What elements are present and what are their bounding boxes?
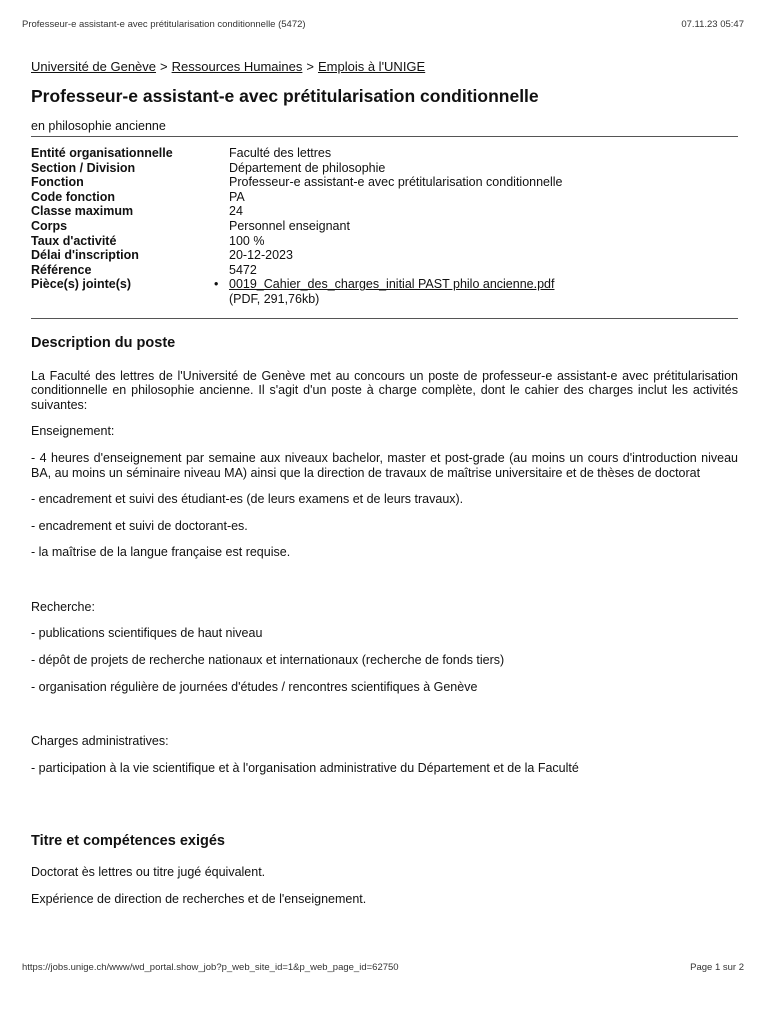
print-header-title: Professeur-e assistant-e avec prétitularisation conditionnelle (5472) xyxy=(22,19,306,30)
teaching-item: - encadrement et suivi de doctorant-es. xyxy=(31,518,248,533)
print-header xyxy=(22,19,744,30)
research-item: - organisation régulière de journées d'études / rencontres scientifiques à Genève xyxy=(31,679,478,694)
attachment-link[interactable]: 0019_Cahier_des_charges_initial PAST philo ancienne.pdf xyxy=(229,277,555,292)
page-title: Professeur-e assistant-e avec prétitularisation conditionnelle xyxy=(31,86,539,106)
detail-row xyxy=(31,190,563,205)
teaching-heading: Enseignement: xyxy=(31,424,115,439)
section-heading-qualifications: Titre et compétences exigés xyxy=(31,833,225,850)
admin-heading: Charges administratives: xyxy=(31,734,169,749)
teaching-item: - la maîtrise de la langue française est requise. xyxy=(31,545,291,560)
print-header-datetime: 07.11.23 05:47 xyxy=(681,19,744,30)
qualification-item: Doctorat ès lettres ou titre jugé équivalent. xyxy=(31,865,266,880)
detail-label: Section / Division xyxy=(31,160,136,175)
research-item: - dépôt de projets de recherche nationaux et internationaux (recherche de fonds tiers) xyxy=(31,653,505,668)
breadcrumb-link-emplois[interactable]: Emplois à l'UNIGE xyxy=(317,59,426,74)
research-item: - publications scientifiques de haut niveau xyxy=(31,626,263,641)
detail-label: Corps xyxy=(31,218,68,233)
teaching-item: - 4 heures d'enseignement par semaine aux niveaux bachelor, master et post-grade (au moins un cours d'introduction niveau BA, au moins un séminaire niveau MA) ainsi que la direction de travaux de maîtrise universitaire et de thèses de doctorat xyxy=(31,450,738,480)
teaching-item: - encadrement et suivi des étudiant-es (de leurs examens et de leurs travaux). xyxy=(31,492,464,507)
page-subtitle: en philosophie ancienne xyxy=(31,119,166,133)
detail-row xyxy=(31,248,563,263)
detail-row xyxy=(31,161,563,176)
detail-row xyxy=(31,204,563,219)
breadcrumb-separator: > xyxy=(306,59,314,74)
job-details-table xyxy=(31,146,563,307)
detail-label: Entité organisationnelle xyxy=(31,146,173,160)
detail-value: 20-12-2023 xyxy=(229,248,293,263)
detail-value: 24 xyxy=(229,204,243,219)
detail-label: Code fonction xyxy=(31,189,116,204)
detail-row xyxy=(31,175,563,190)
detail-label: Fonction xyxy=(31,175,84,190)
breadcrumb-link-rh[interactable]: Ressources Humaines xyxy=(171,59,303,74)
detail-value: 100 % xyxy=(229,233,265,248)
detail-value: PA xyxy=(229,189,245,204)
qualification-item: Expérience de direction de recherches et de l'enseignement. xyxy=(31,892,367,907)
detail-value: Personnel enseignant xyxy=(229,218,350,233)
bullet-icon: • xyxy=(214,277,219,292)
breadcrumb xyxy=(31,58,738,75)
detail-value: 5472 xyxy=(229,262,257,277)
detail-label: Pièce(s) jointe(s) xyxy=(31,277,132,292)
detail-value: Professeur-e assistant-e avec prétitularisation conditionnelle xyxy=(229,175,563,190)
section-heading-description: Description du poste xyxy=(31,334,176,351)
attachments-cell xyxy=(214,277,563,306)
breadcrumb-link-unige[interactable]: Université de Genève xyxy=(31,59,157,74)
attachment-list xyxy=(214,277,563,306)
attachment-info: (PDF, 291,76kb) xyxy=(229,291,320,306)
research-heading: Recherche: xyxy=(31,599,95,614)
divider xyxy=(31,136,738,137)
detail-value: Département de philosophie xyxy=(229,160,386,175)
detail-label: Classe maximum xyxy=(31,204,134,219)
detail-row xyxy=(31,234,563,249)
attachment-item xyxy=(214,277,563,306)
job-posting xyxy=(31,58,738,907)
detail-label: Taux d'activité xyxy=(31,233,117,248)
divider xyxy=(31,318,738,319)
print-footer xyxy=(22,962,744,973)
detail-row xyxy=(31,219,563,234)
detail-label: Délai d'inscription xyxy=(31,248,139,263)
detail-row xyxy=(31,146,563,161)
detail-row xyxy=(31,263,563,278)
print-footer-page: Page 1 sur 2 xyxy=(690,962,744,973)
description-intro: La Faculté des lettres de l'Université de Genève met au concours un poste de professeur-e assistant-e avec prétitularisation conditionnelle en philosophie ancienne. Il s'agit d'un poste à charge complète, dont le cahier des charges inclut les activités suivantes: xyxy=(31,368,738,412)
detail-value: Faculté des lettres xyxy=(229,146,332,160)
admin-item: - participation à la vie scientifique et à l'organisation administrative du Département et de la Faculté xyxy=(31,760,579,775)
detail-row-attachments xyxy=(31,277,563,306)
print-footer-url: https://jobs.unige.ch/www/wd_portal.show_job?p_web_site_id=1&p_web_page_id=62750 xyxy=(22,962,399,973)
detail-label: Référence xyxy=(31,262,92,277)
breadcrumb-separator: > xyxy=(160,59,168,74)
